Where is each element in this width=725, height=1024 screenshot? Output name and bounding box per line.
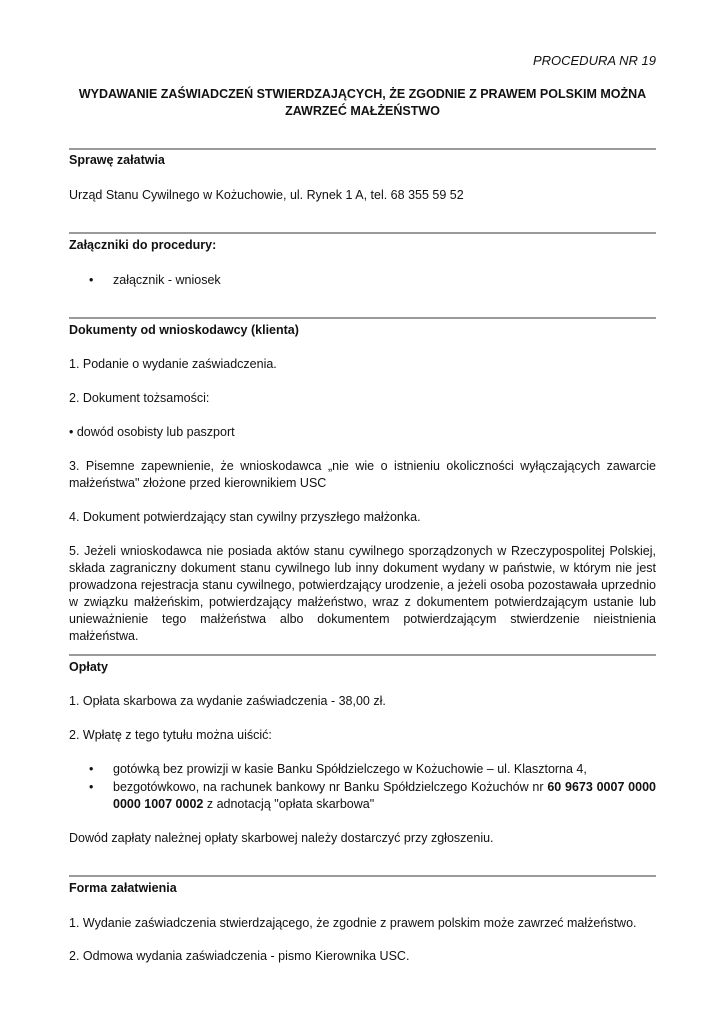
outcome-heading: Forma załatwienia xyxy=(69,881,177,895)
outcome-item-1: 1. Wydanie zaświadczenia stwierdzającego, że zgodnie z prawem polskim może zawrzeć małżeństwo. xyxy=(69,916,637,930)
document-title xyxy=(69,86,656,120)
documents-item-1: 1. Podanie o wydanie zaświadczenia. xyxy=(69,357,277,371)
procedure-number: PROCEDURA NR 19 xyxy=(532,53,656,68)
fee-transfer-option xyxy=(113,779,656,813)
fees-heading: Opłaty xyxy=(69,660,108,674)
transfer-suffix: z adnotacją "opłata skarbowa" xyxy=(203,797,375,811)
fees-proof: Dowód zapłaty należnej opłaty skarbowej należy dostarczyć przy zgłoszeniu. xyxy=(69,831,494,845)
documents-item-2: 2. Dokument tożsamości: xyxy=(69,391,210,405)
documents-item-2-sub: • dowód osobisty lub paszport xyxy=(69,425,235,439)
documents-item-5: 5. Jeżeli wnioskodawca nie posiada aktów stanu cywilnego sporządzonych w Rzeczypospolitej Polskiej, składa zagraniczny dokument stanu cywilnego lub inny dokument wydany w państwie, w którym nie jest prowadzona rejestracja stanu cywilnego, potwierdzający urodzenie, a jeżeli osoba pozostawała uprzednio w związku małżeńskim, potwierdzający małżeństwo, wraz z dokumentem potwierdzającym ustanie lub unieważnienie tego małżeństwa albo dokumentem potwierdzającym stwierdzenie nieistnienia małżeństwa. xyxy=(69,544,656,643)
fees-item-1: 1. Opłata skarbowa za wydanie zaświadczenia - 38,00 zł. xyxy=(69,694,386,708)
outcome-item-2: 2. Odmowa wydania zaświadczenia - pismo Kierownika USC. xyxy=(69,949,410,963)
documents-heading: Dokumenty od wnioskodawcy (klienta) xyxy=(69,323,299,337)
list-item xyxy=(69,272,656,289)
section-divider xyxy=(69,654,656,656)
list-item xyxy=(69,761,656,778)
bank-account-number: 60 9673 0007 0000 0000 1007 0002 xyxy=(113,780,656,811)
section-divider xyxy=(69,317,656,319)
title-line-2: ZAWRZEĆ MAŁŻEŃSTWO xyxy=(285,104,440,118)
title-line-1: WYDAWANIE ZAŚWIADCZEŃ STWIERDZAJĄCYCH, ŻE ZGODNIE Z PRAWEM POLSKIM MOŻNA xyxy=(78,87,647,101)
section-divider xyxy=(69,232,656,234)
fees-item-2: 2. Wpłatę z tego tytułu można uiścić: xyxy=(69,728,272,742)
fee-cash-option: gotówką bez prowizji w kasie Banku Spółdzielczego w Kożuchowie – ul. Klasztorna 4, xyxy=(113,762,587,776)
bullet-icon: • xyxy=(89,780,94,794)
office-heading: Sprawę załatwia xyxy=(69,153,165,167)
office-text: Urząd Stanu Cywilnego w Kożuchowie, ul. Rynek 1 A, tel. 68 355 59 52 xyxy=(69,188,464,202)
documents-item-4: 4. Dokument potwierdzający stan cywilny przyszłego małżonka. xyxy=(69,510,421,524)
bullet-icon: • xyxy=(89,762,94,776)
attachments-heading: Załączniki do procedury: xyxy=(69,238,217,252)
attachment-item: załącznik - wniosek xyxy=(113,273,221,287)
transfer-prefix: bezgotówkowo, na rachunek bankowy nr Banku Spółdzielczego Kożuchów nr xyxy=(113,780,548,794)
section-divider xyxy=(69,875,656,877)
documents-item-3: 3. Pisemne zapewnienie, że wnioskodawca „nie wie o istnieniu okoliczności wyłączających zawarcie małżeństwa" złożone przed kierownikiem USC xyxy=(69,459,656,490)
list-item xyxy=(69,779,656,813)
bullet-icon: • xyxy=(89,273,94,287)
section-divider xyxy=(69,148,656,150)
